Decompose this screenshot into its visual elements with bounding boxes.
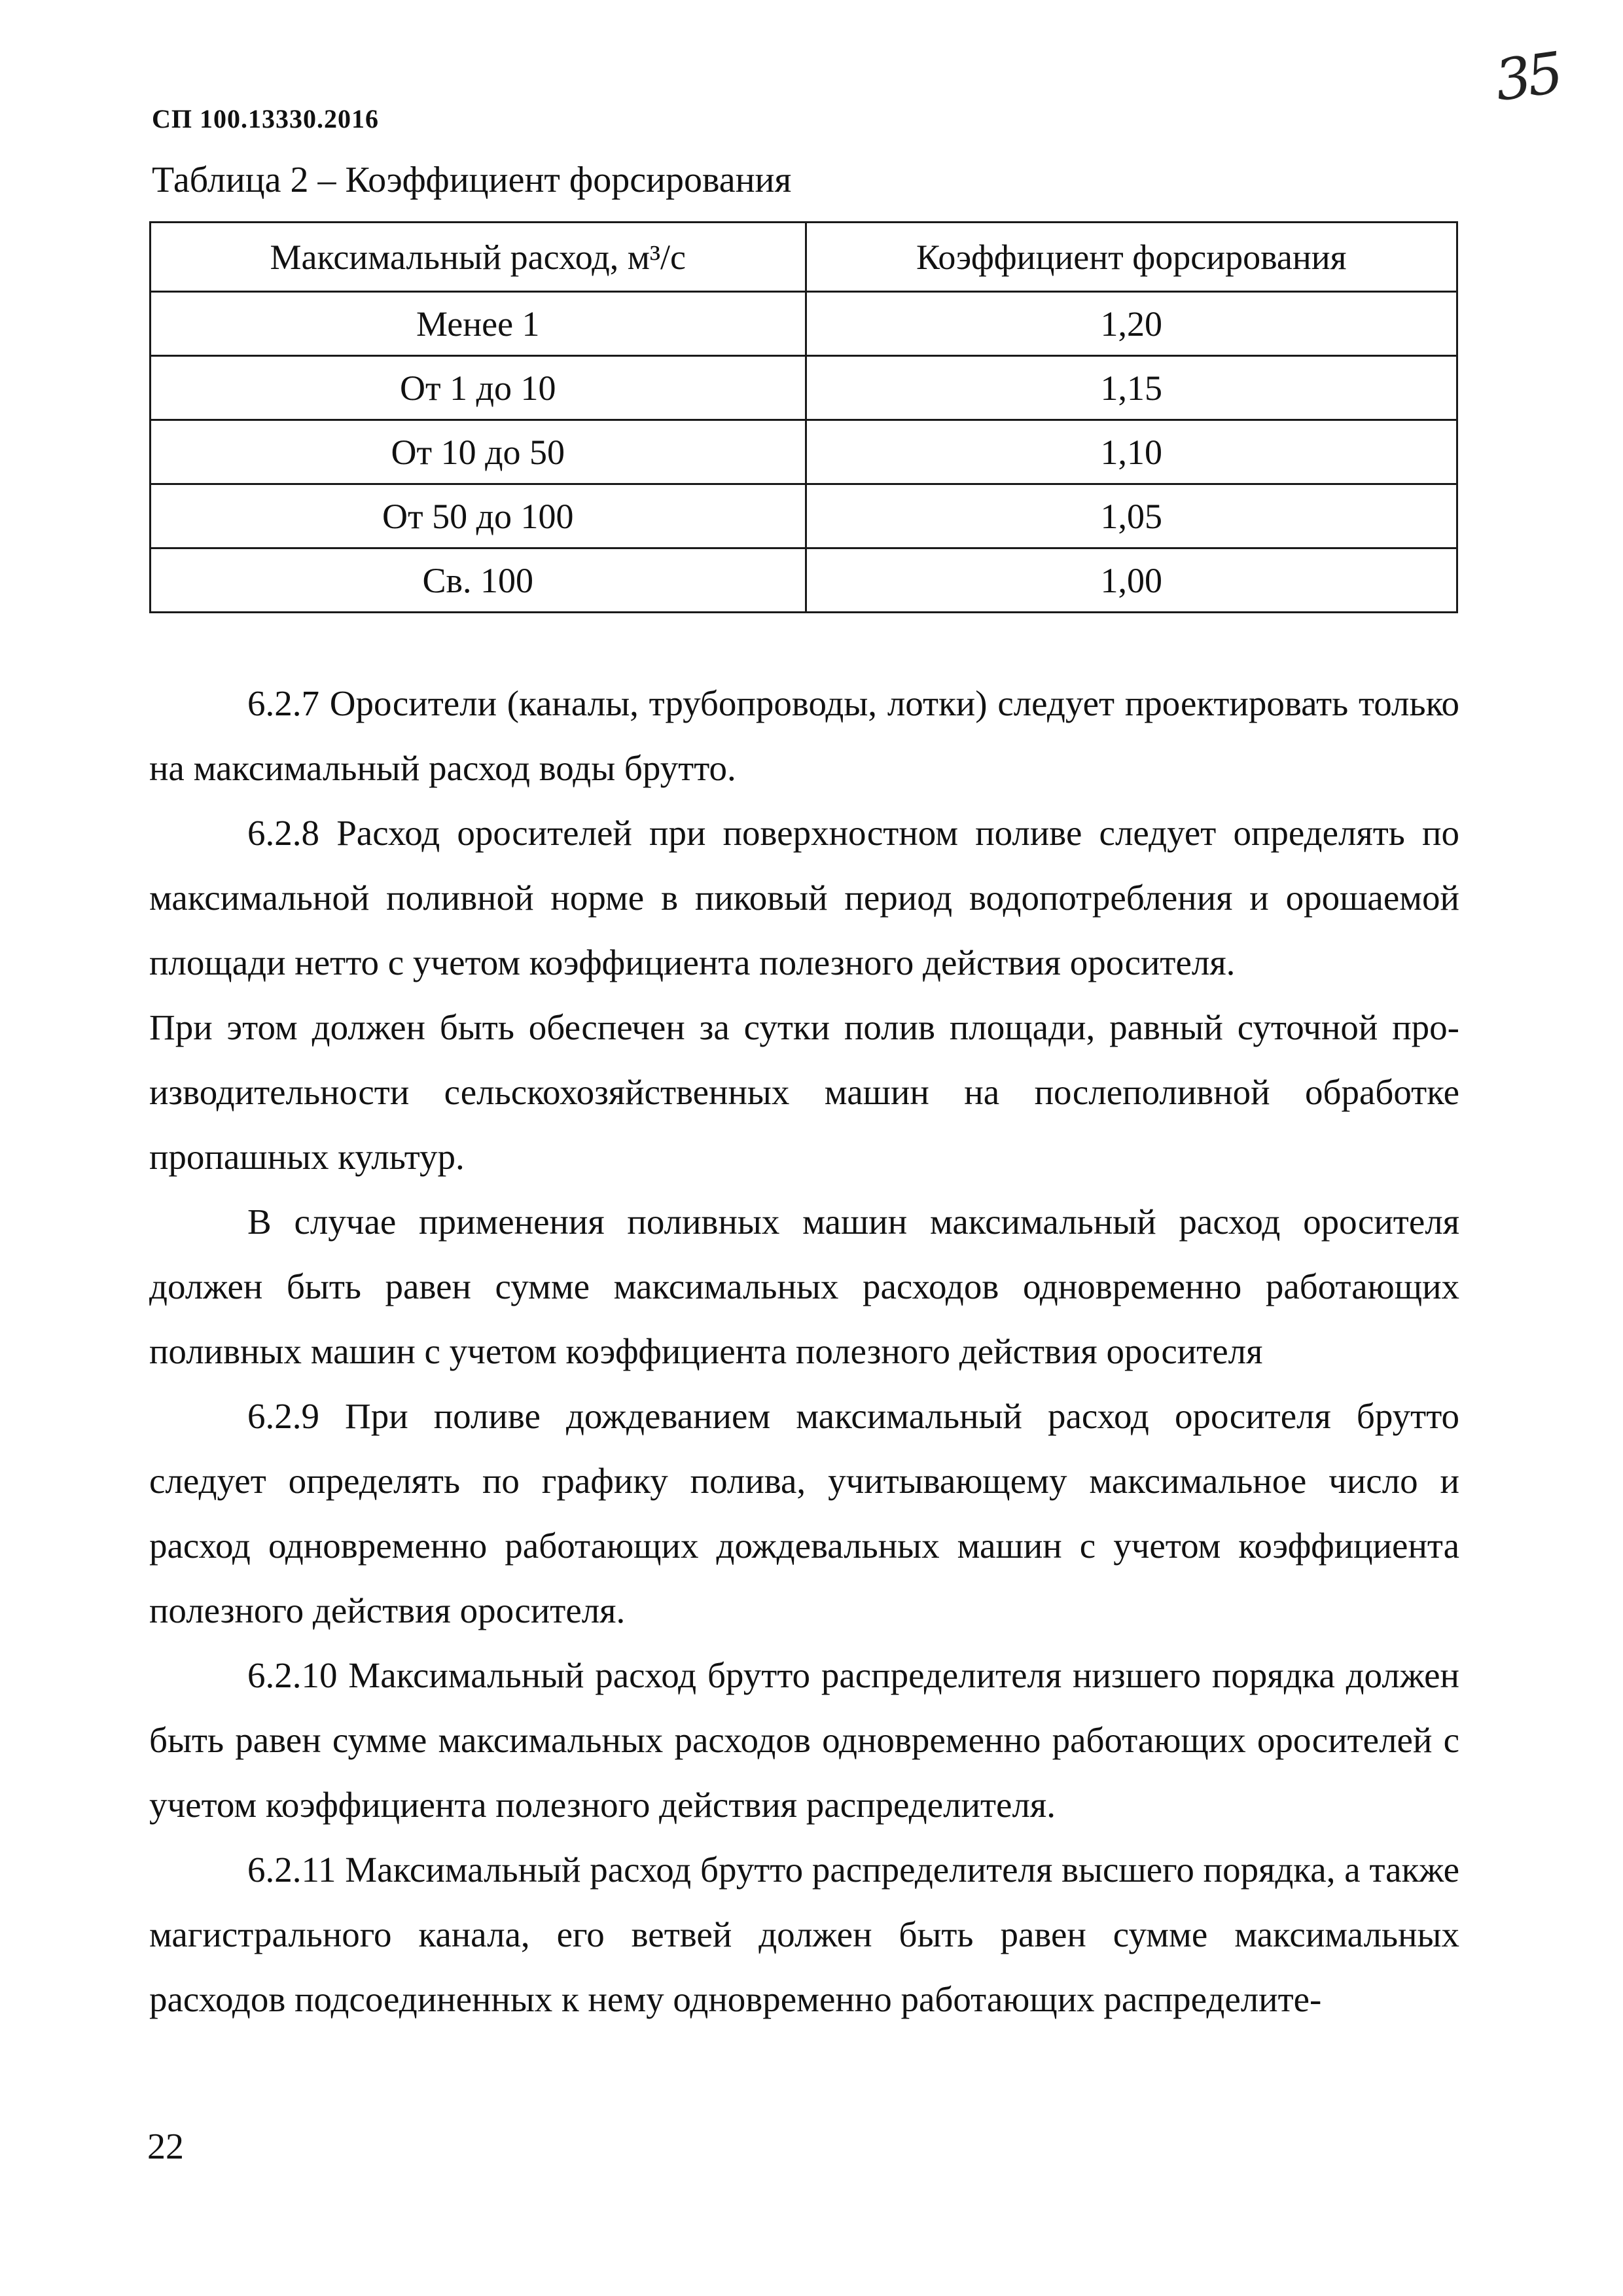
table-row [151,292,1457,356]
table-cell-flow: Менее 1 [151,292,806,356]
table-cell-flow: От 1 до 10 [151,356,806,420]
paragraph-watering-machines: В случае применения поливных машин максимальный расход оросителя должен быть равен сумме максимальных расходов одновременно работающих поливных машин с учетом коэффициента полезного действия оросителя [149,1202,1459,1371]
table-row [151,356,1457,420]
table-cell-coefficient: 1,05 [806,484,1457,548]
table-cell-flow: Св. 100 [151,548,806,613]
paragraph-6-2-9: 6.2.9 При поливе дождеванием максимальный расход оросителя брутто следует определять по графику полива, учитывающему максимальное число и расход одновременно работающих дождевальных машин с учетом коэффициента полезного действия оросителя. [149,1396,1459,1630]
handwritten-page-number: 35 [1491,40,1563,115]
table-row [151,484,1457,548]
table-caption: Таблица 2 – Коэффициент форсирования [152,160,792,200]
paragraph-6-2-7: 6.2.7 Оросители (каналы, трубопроводы, лотки) следует проектировать только на максимальный расход воды брутто. [149,683,1459,788]
table-header-row [151,223,1457,292]
table-cell-coefficient: 1,00 [806,548,1457,613]
column-header-coefficient: Коэффициент форсирования [806,223,1457,292]
paragraph-6-2-11: 6.2.11 Максимальный расход брутто распределителя высшего порядка, а также магистрального канала, его ветвей должен быть равен сумме максимальных расходов подсоединенных к нему одновременно работающих распределите- [149,1850,1459,2019]
table-row [151,420,1457,484]
paragraph-6-2-10: 6.2.10 Максимальный расход брутто распределителя низшего порядка должен быть равен сумме максимальных расходов одновременно работающих оросителей с учетом коэффициента полезного действия распределителя. [149,1655,1459,1825]
paragraph-6-2-8: 6.2.8 Расход оросителей при поверхностном поливе следует определять по максимальной поливной норме в пиковый период водопотребления и орошаемой площади нетто с учетом коэффициента полезного действия оросителя. [149,813,1459,982]
column-header-max-flow: Максимальный расход, м³/с [151,223,806,292]
table-row [151,548,1457,613]
table-cell-coefficient: 1,10 [806,420,1457,484]
page-number: 22 [147,2126,184,2167]
document-code: СП 100.13330.2016 [152,104,379,134]
table-cell-flow: От 50 до 100 [151,484,806,548]
paragraph-6-2-8-continued: При этом должен быть обеспечен за сутки полив площади, равный суточной производительности сельскохозяйственных машин на послеполивной обработке пропашных культур. [149,1007,1459,1177]
body-text [149,671,1459,2032]
table-cell-flow: От 10 до 50 [151,420,806,484]
table-cell-coefficient: 1,20 [806,292,1457,356]
coefficient-table [149,221,1458,613]
table-cell-coefficient: 1,15 [806,356,1457,420]
